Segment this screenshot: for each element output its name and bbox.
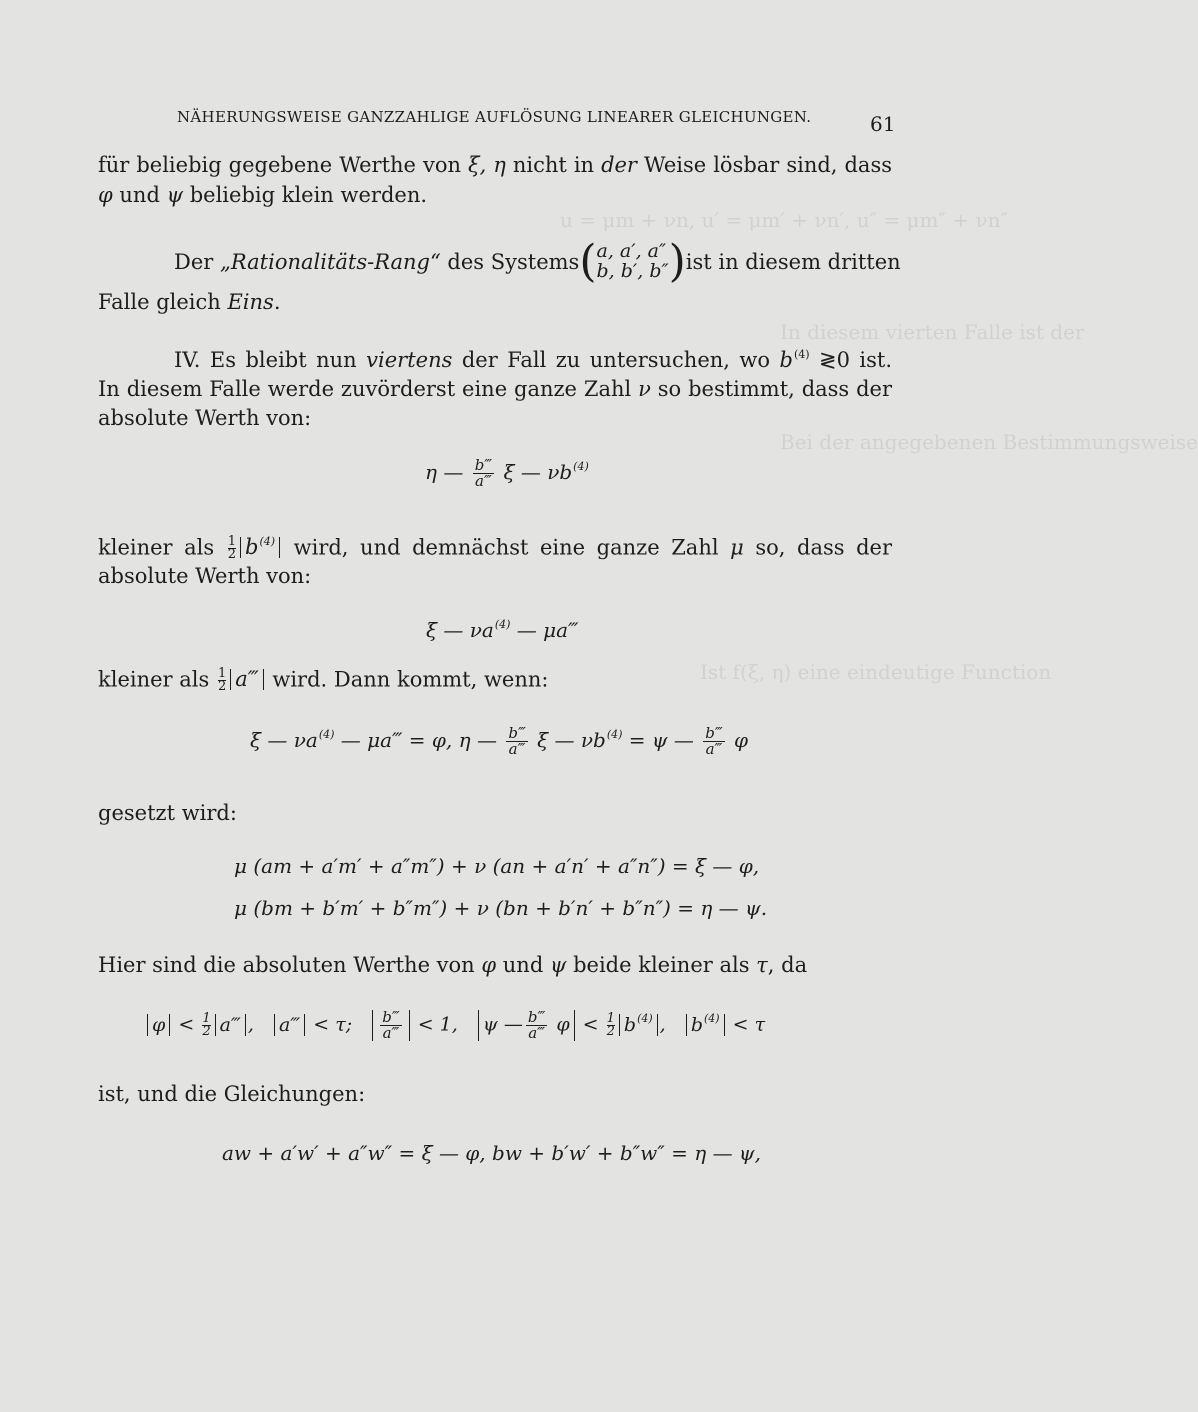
text-line: kleiner als $\frac{1}{2}$ $b^{(4)}$ wird, und demnächst eine ganze Zahl μ so, dass der (98, 534, 892, 563)
equation: η — $\frac{b‴}{a‴}$ ξ — $\nu b^{(4)}$ (425, 456, 589, 490)
text-line: kleiner als $\frac{1}{2}$ a‴ wird. Dann kommt, wenn: (98, 666, 549, 695)
text-line: gesetzt wird: (98, 801, 237, 825)
equation: ξ — $\nu a^{(4)}$ — μa‴ (426, 618, 579, 642)
text-line: absolute Werth von: (98, 564, 312, 588)
running-title: NÄHERUNGSWEISE GANZZAHLIGE AUFLÖSUNG LINEARER GLEICHUNGEN. (177, 108, 812, 126)
text-line: In diesem Falle werde zuvörderst eine ganze Zahl ν so bestimmt, dass der (98, 377, 893, 401)
page-number: 61 (870, 112, 896, 136)
text-line-with-matrix: Der „Rationalitäts-Rang“ des Systems ( a, a′, a″ b, b′, b″ ) ist in diesem dritten (174, 236, 901, 287)
coefficient-matrix: ( a, a′, a″ b, b′, b″ ) (579, 236, 686, 287)
text-line: für beliebig gegebene Werthe von ξ, η nicht in der Weise lösbar sind, dass (98, 153, 893, 177)
text-line: Hier sind die absoluten Werthe von φ und ψ beide kleiner als τ, da (98, 953, 808, 977)
equation: aw + a′w′ + a″w″ = ξ — φ, bw + b′w′ + b″w″ = η — ψ, (222, 1141, 761, 1165)
text-line: Falle gleich Eins. (98, 290, 281, 314)
equation-inequalities: φ < $\frac{1}{2}$ a‴ , a‴ < τ; $\frac{b‴}{a‴}$ < 1, ψ — $\frac{b‴}{a‴}$ φ < $\frac{1}{2}$ $b^{(4)}$ , $b^{(4)} < \tau$ (145, 1010, 765, 1041)
text-line: ist, und die Gleichungen: (98, 1082, 366, 1106)
text-line: absolute Werth von: (98, 406, 312, 430)
equation: μ (bm + b′m′ + b″m″) + ν (bn + b′n′ + b″n″) = η — ψ. (234, 896, 768, 920)
book-page: u = μm + νn, u′ = μm′ + νn′, u″ = μm″ + νn″ In diesem vierten Falle ist der Bei der angegebenen Bestimmungsweise Ist f(ξ, η) eine eindeutige Function NÄHERUNGSWEISE GANZZAHLIGE AUFLÖSUNG LINEARER GLEICHUNGEN. 61 für beliebig gegebene Werthe von ξ, η nicht in der Weise lösbar sind, dass φ und ψ beliebig klein werden. Der „Rationalitäts-Rang“ des Systems ( a, a′, a″ b, b′, b″ ) ist in diesem dritten Falle gleich Eins. IV. Es bleibt nun viertens der Fall zu untersuchen, wo $b^{(4)}$ ≷0 ist. In diesem Falle werde zuvörderst eine ganze Zahl ν so bestimmt, dass der absolute Werth von: η — $\frac{b‴}{a‴}$ ξ — $\nu b^{(4)}$ kleiner als $\frac{1}{2}$ $b^{(4)}$ wird, und demnächst eine ganze Zahl μ so, dass der absolute Werth von: ξ — $\nu a^{(4)}$ — μa‴ kleiner als $\frac{1}{2}$ a‴ wird. Dann kommt, wenn: ξ — $\nu a^{(4)}$ — μa‴ = φ, η — $\frac{b‴}{a‴}$ ξ — $\nu b^{(4)} = \psi$ — $\frac{b‴}{a‴}$ φ gesetzt wird: μ (am + a′m′ + a″m″) + ν (an + a′n′ + a″n″) = ξ — φ, μ (bm + b′m′ + b″m″) + ν (bn + b′n′ + b″n″) = η — ψ. Hier sind die absoluten Werthe von φ und ψ beide kleiner als τ, da φ < $\frac{1}{2}$ a‴ , a‴ < τ; $\frac{b‴}{a‴}$ < 1, ψ — $\frac{b‴}{a‴}$ φ < $\frac{1}{2}$ $b^{(4)}$ , $b^{(4)} < \tau$ ist, und die Gleichungen: aw + a′w′ + a″w″ = ξ — φ, bw + b′w′ + b″w″ = η — ψ, (98, 108, 1198, 1165)
equation: ξ — $\nu a^{(4)}$ — μa‴ = φ, η — $\frac{b‴}{a‴}$ ξ — $\nu b^{(4)} = \psi$ — $\frac{b‴}{a‴}$ φ (250, 724, 749, 758)
text-line: φ und ψ beliebig klein werden. (98, 183, 428, 207)
text-line: IV. Es bleibt nun viertens der Fall zu untersuchen, wo $b^{(4)}$ ≷0 ist. (174, 348, 893, 372)
equation: μ (am + a′m′ + a″m″) + ν (an + a′n′ + a″n″) = ξ — φ, (234, 854, 760, 878)
